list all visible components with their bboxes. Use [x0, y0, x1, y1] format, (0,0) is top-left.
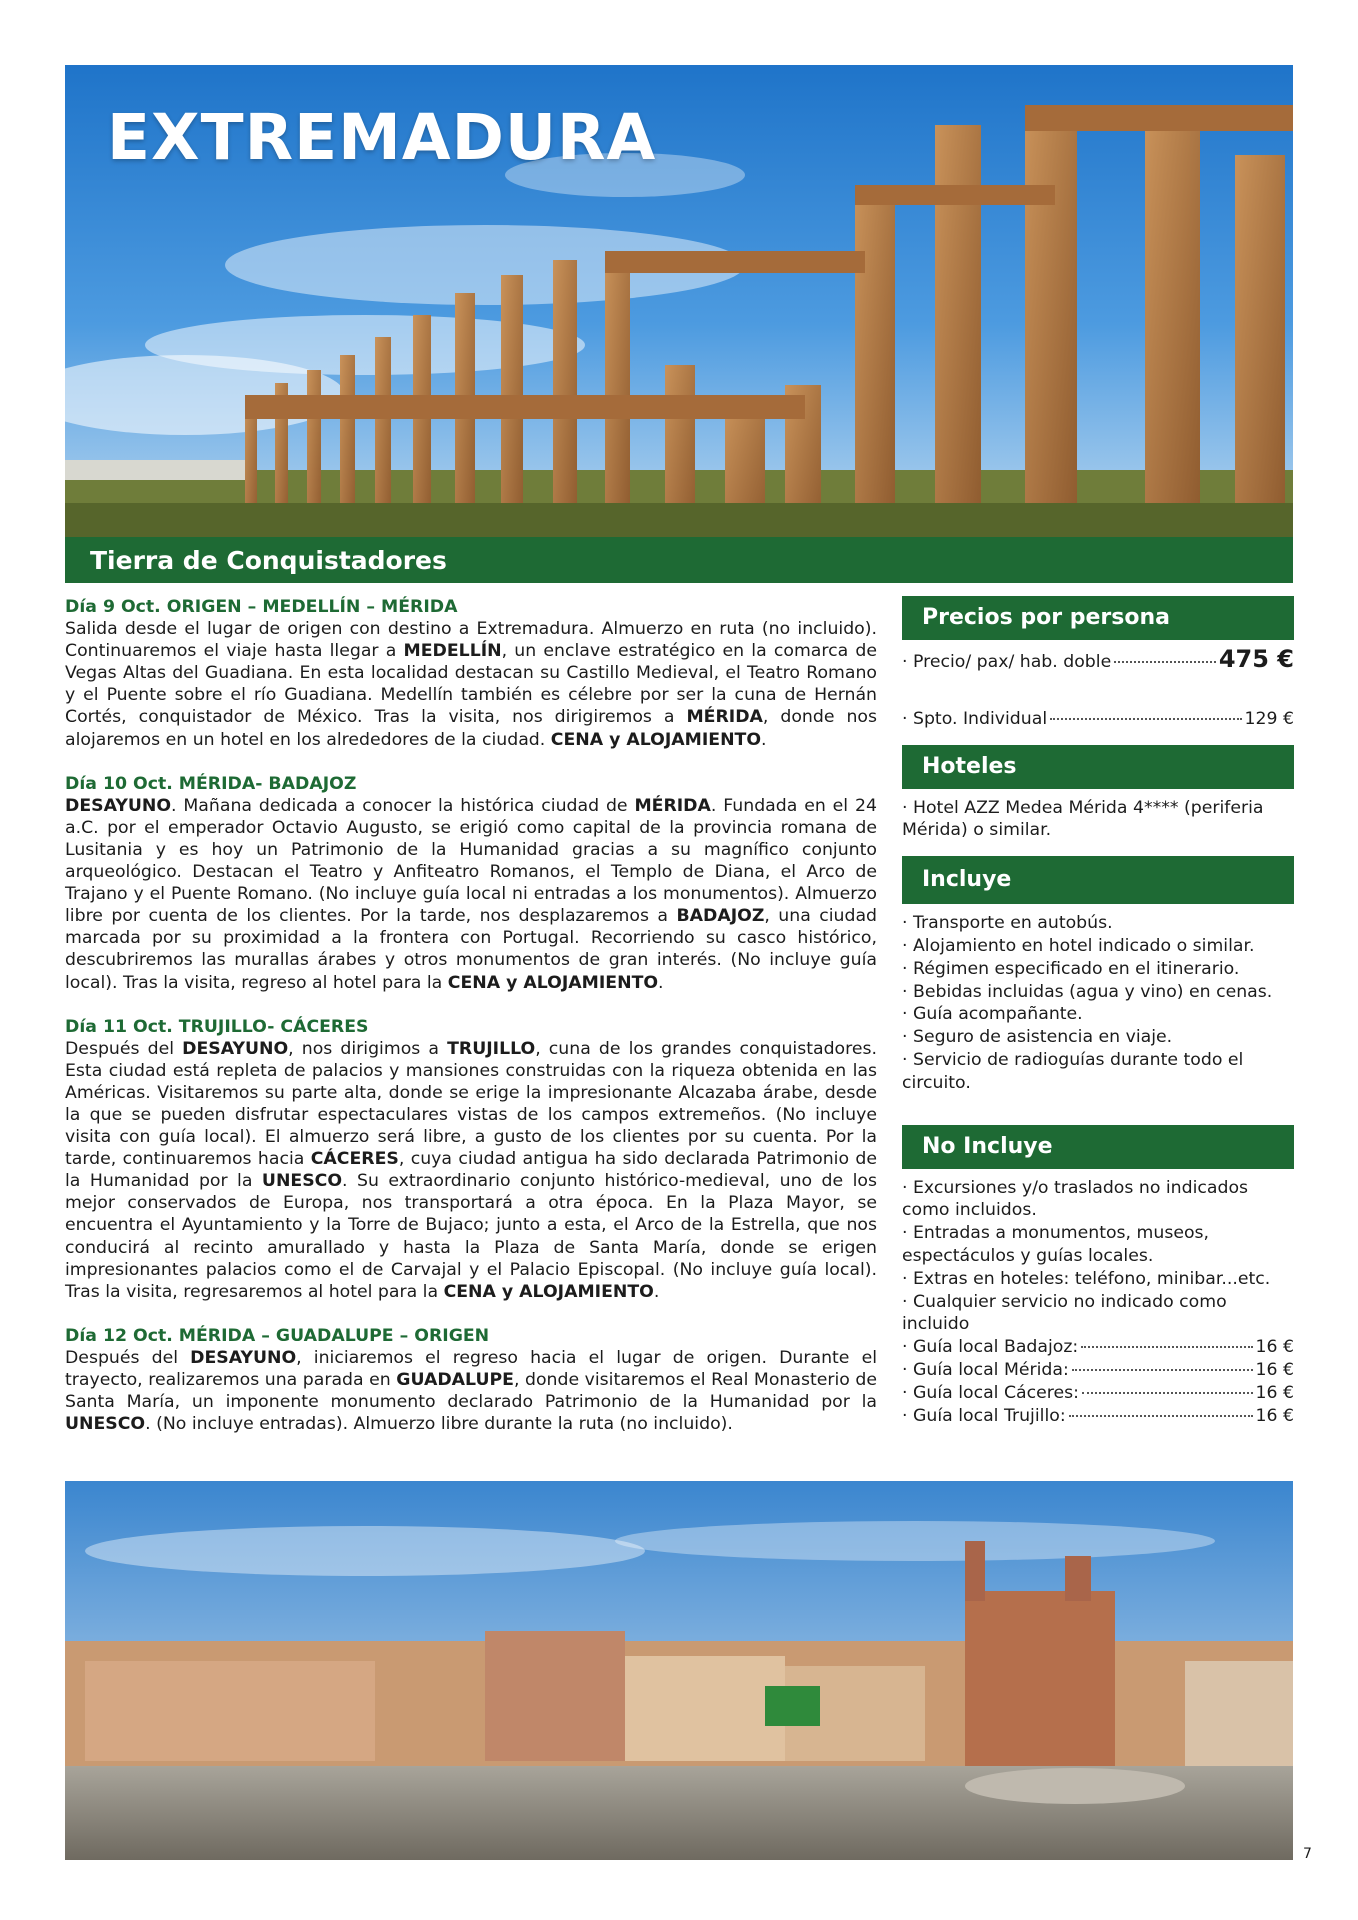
guide-price-row [902, 1336, 1294, 1359]
subtitle-text: Tierra de Conquistadores [90, 546, 447, 575]
guide-value: 16 € [1255, 1359, 1294, 1380]
list-item: · Extras en hoteles: teléfono, minibar...etc. [902, 1268, 1271, 1289]
aqueduct-pier [1235, 155, 1285, 537]
prices-heading: Precios por persona [902, 596, 1294, 640]
dot-leader [1114, 661, 1216, 663]
hotels-text: · Hotel AZZ Medea Mérida 4**** (periferia Mérida) o similar. [902, 797, 1264, 841]
page-title: EXTREMADURA [107, 101, 657, 174]
aqueduct-arch-band [855, 185, 1055, 205]
itinerary-day [65, 773, 877, 994]
day-description: Después del DESAYUNO, iniciaremos el regreso hacia el lugar de origen. Durante el trayecto, realizaremos una parada en GUADALUPE, donde visitaremos el Real Monasterio de Santa María, un imponente monumento declarado Patrimonio de la Humanidad por la UNESCO. (No incluye entradas). Almuerzo libre durante la ruta (no incluido). [65, 1347, 877, 1435]
includes-list [902, 912, 1294, 1094]
aqueduct-pier [605, 251, 630, 537]
list-item: · Servicio de radioguías durante todo el circuito. [902, 1049, 1244, 1093]
itinerary-day [65, 596, 877, 751]
aqueduct-arch-band [245, 395, 805, 419]
guide-label: · Guía local Trujillo: [902, 1405, 1066, 1426]
aqueduct-pier [1025, 105, 1077, 537]
list-item: · Entradas a monumentos, museos, espectáculos y guías locales. [902, 1223, 1210, 1266]
list-item: · Cualquier servicio no indicado como incluido [902, 1291, 1227, 1335]
guide-price-row [902, 1405, 1294, 1428]
guide-label: · Guía local Mérida: [902, 1359, 1069, 1380]
plaza-photo [65, 1481, 1293, 1860]
list-item: · Excursiones y/o traslados no indicados como incluidos. [902, 1177, 1249, 1221]
price-single-row [902, 708, 1294, 731]
price-double-value: 475 € [1218, 645, 1294, 673]
price-single-value: 129 € [1244, 708, 1294, 729]
aqueduct-pier [1145, 115, 1200, 537]
itinerary-day [65, 1016, 877, 1303]
guide-value: 16 € [1255, 1337, 1294, 1358]
sidebar [902, 596, 1294, 1427]
list-item: · Régimen especificado en el itinerario. [902, 958, 1240, 979]
guide-label: · Guía local Cáceres: [902, 1382, 1079, 1403]
list-item: · Alojamiento en hotel indicado o similar. [902, 935, 1255, 956]
page-number: 7 [1303, 1846, 1312, 1862]
day-title: Día 12 Oct. MÉRIDA – GUADALUPE – ORIGEN [65, 1325, 490, 1346]
day-description: Salida desde el lugar de origen con destino a Extremadura. Almuerzo en ruta (no incluido). Continuaremos el viaje hasta llegar a MEDELLÍN, un enclave estratégico en la comarca de Vegas Altas del Guadiana. En esta localidad destacan su Castillo Medieval, el Teatro Romano y el Puente sobre el río Guadiana. Medellín también es célebre por ser la cuna de Hernán Cortés, conquistador de México. Tras la visita, nos dirigiremos a MÉRIDA, donde nos alojaremos en un hotel en los alrededores de la ciudad. CENA y ALOJAMIENTO. [65, 619, 877, 750]
day-title: Día 9 Oct. ORIGEN – MEDELLÍN – MÉRIDA [65, 597, 458, 617]
dot-leader [1082, 1392, 1253, 1394]
guide-value: 16 € [1255, 1405, 1294, 1426]
list-item: · Seguro de asistencia en viaje. [902, 1027, 1173, 1048]
itinerary-day [65, 1325, 877, 1435]
dot-leader [1050, 718, 1241, 720]
day-description: Después del DESAYUNO, nos dirigimos a TRUJILLO, cuna de los grandes conquistadores. Esta ciudad está repleta de palacios y mansiones construidas con la riqueza obtenida en las Américas. Visitaremos su parte alta, donde se erige la impresionante Alcazaba árabe, desde la que se pueden disfrutar espectaculares vistas de los campos extremeños. (No incluye visita con guía local). El almuerzo será libre, a gusto de los clientes por su cuenta. Por la tarde, continuaremos hacia CÁCERES, cuya ciudad antigua ha sido declarada Patrimonio de la Humanidad por la UNESCO. Su extraordinario conjunto histórico-medieval, uno de los mejor conservados de Europa, nos transportará a otra época. En la Plaza Mayor, se encuentra el Ayuntamiento y la Torre de Bujaco; junto a esta, el Arco de la Estrella, que nos conducirá al recinto amurallado y hasta la Plaza de Santa María, donde se erigen impresionantes palacios como el de Carvajal y el Palacio Episcopal. (No incluye guía local). Tras la visita, regresaremos al hotel para la CENA y ALOJAMIENTO. [65, 1038, 878, 1302]
price-double-label: · Precio/ pax/ hab. doble [902, 652, 1112, 672]
day-description: DESAYUNO. Mañana dedicada a conocer la histórica ciudad de MÉRIDA. Fundada en el 24 a.C. por el emperador Octavio Augusto, se erigió como capital de la provincia romana de Lusitania y es hoy un Patrimonio de la Humanidad gracias a su magnífico conjunto arqueológico. Destacan el Teatro y Anfiteatro Romanos, el Templo de Diana, el Arco de Trajano y el Puente Romano. (No incluye guía local ni entradas a los monumentos). Almuerzo libre por cuenta de los clientes. Por la tarde, nos desplazaremos a BADAJOZ, una ciudad marcada por su proximidad a la frontera con Portugal. Recorriendo su casco histórico, descubriremos las murallas árabes y otros monumentos de gran interés. (No incluye guía local). Tras la visita, regreso al hotel para la CENA y ALOJAMIENTO. [65, 795, 878, 993]
includes-heading: Incluye [902, 856, 1294, 904]
aqueduct-arch-band [1025, 105, 1293, 131]
aqueduct-arch-band [605, 251, 865, 273]
plaza-illustration [65, 1481, 1293, 1860]
price-single-label: · Spto. Individual [902, 708, 1048, 729]
hero-photo-aqueduct [65, 65, 1293, 537]
itinerary [65, 596, 877, 1457]
day-title: Día 11 Oct. TRUJILLO- CÁCERES [65, 1016, 369, 1037]
excludes-heading: No Incluye [902, 1125, 1294, 1169]
guide-label: · Guía local Badajoz: [902, 1337, 1079, 1358]
excludes-list [902, 1177, 1294, 1428]
hotels-heading: Hoteles [902, 745, 1294, 789]
guide-price-row [902, 1359, 1294, 1382]
subtitle-banner [65, 537, 1293, 583]
price-double-row [902, 645, 1294, 674]
guide-value: 16 € [1255, 1382, 1294, 1403]
dot-leader [1081, 1346, 1252, 1348]
list-item: · Guía acompañante. [902, 1004, 1083, 1025]
guide-price-row [902, 1382, 1294, 1405]
list-item: · Transporte en autobús. [902, 913, 1113, 934]
day-title: Día 10 Oct. MÉRIDA- BADAJOZ [65, 773, 357, 794]
dot-leader [1069, 1415, 1253, 1417]
dot-leader [1072, 1369, 1253, 1371]
aqueduct-pier [855, 185, 895, 537]
list-item: · Bebidas incluidas (agua y vino) en cenas. [902, 981, 1273, 1002]
